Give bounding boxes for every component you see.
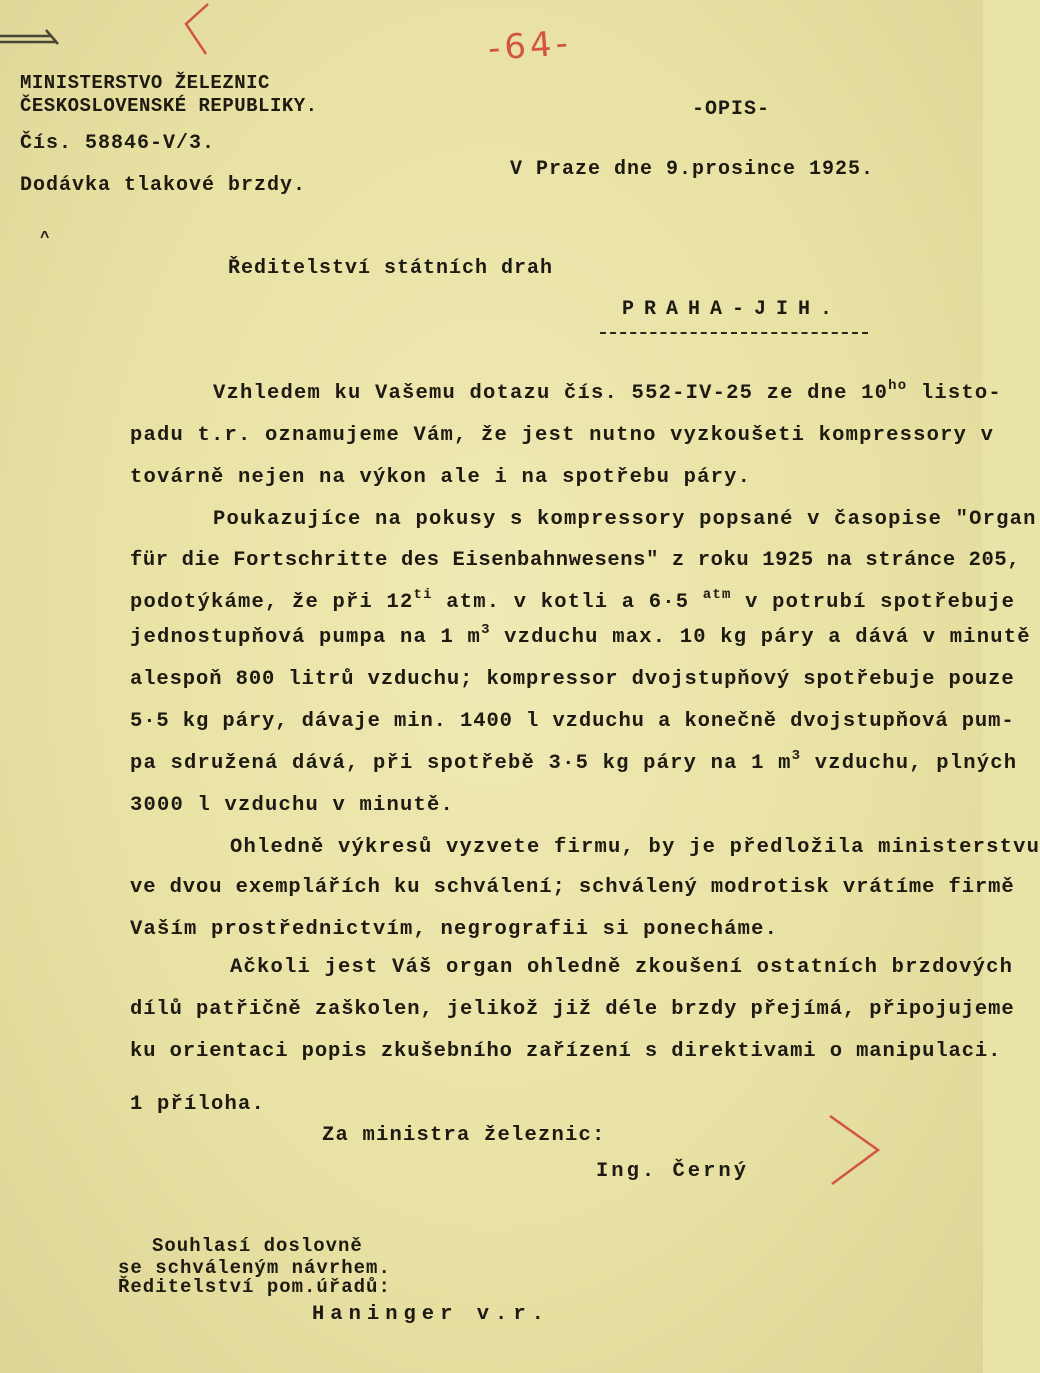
attachment-note: 1 příloha. <box>130 1093 266 1116</box>
body-p2-line5: alespoň 800 litrů vzduchu; kompressor dvojstupňový spotřebuje pouze <box>130 668 1015 691</box>
copy-mark: -OPIS- <box>692 98 771 121</box>
body-p4-line2: dílů patřičně zaškolen, jelikož již déle brzdy přejímá, připojujeme <box>130 998 1015 1021</box>
staple-mark <box>0 22 70 62</box>
certification-line1: Souhlasí doslovně <box>152 1235 363 1257</box>
signature-name: Ing. Černý <box>596 1160 750 1183</box>
signature-for-line: Za ministra železnic: <box>322 1124 606 1147</box>
body-p2-line2: für die Fortschritte des Eisenbahnwesens" z roku 1925 na stránce 205, <box>130 549 1021 572</box>
red-arrow-mark <box>826 1112 886 1192</box>
body-p4-line3: ku orientaci popis zkušebního zařízení s direktivami o manipulaci. <box>130 1040 1002 1063</box>
body-p4-line1: Ačkoli jest Váš organ ohledně zkoušení ostatních brzdových <box>230 956 1014 979</box>
ministry-name-line1: MINISTERSTVO ŽELEZNIC <box>20 72 270 94</box>
body-p1-line1: Vzhledem ku Vašemu dotazu čís. 552-IV-25 ze dne $10^{ho}$ listo- <box>213 378 1002 405</box>
certification-line3: Ředitelství pom.úřadů: <box>118 1276 391 1298</box>
ministry-name-line2: ČESKOSLOVENSKÉ REPUBLIKY. <box>20 95 318 117</box>
certification-line2: se schváleným návrhem. <box>118 1257 391 1279</box>
body-p2-line8: 3000 l vzduchu v minutě. <box>130 794 455 817</box>
body-p3-line1: Ohledně výkresů vyzvete firmu, by je předložila ministerstvu <box>230 836 1040 859</box>
certification-signer: Haninger v.r. <box>312 1303 550 1326</box>
addressee-city: PRAHA-JIH. <box>622 298 843 321</box>
subject-line: Dodávka tlakové brzdy. <box>20 174 307 197</box>
red-check-mark <box>178 0 218 60</box>
addressee-line1: Ředitelství státních drah <box>228 257 554 280</box>
body-p2-line4: jednostupňová pumpa na 1 $m^3$ vzduchu max. 10 kg páry a dává v minutě <box>130 622 1031 649</box>
body-p1-line2: padu t.r. oznamujeme Vám, že jest nutno vyzkoušeti kompressory v <box>130 424 995 447</box>
body-p3-line3: Vaším prostřednictvím, negrografii si ponecháme. <box>130 918 779 941</box>
body-p2-line7: pa sdružená dává, při spotřebě 3·5 kg páry na 1 $m^3$ vzduchu, plných <box>130 748 1018 775</box>
body-p1-line3: továrně nejen na výkon ale i na spotřebu páry. <box>130 466 752 489</box>
body-p2-line1: Poukazujíce na pokusy s kompressory popsané v časopise "Organ <box>213 508 1037 531</box>
body-p3-line2: ve dvou exemplářích ku schválení; schválený modrotisk vrátíme firmě <box>130 876 1015 899</box>
page-number-handwritten: -64- <box>486 23 574 69</box>
body-p2-line3: podotýkáme, že při $12^{ti}$ atm. v kotli a 6·5 $^{atm}$ v potrubí spotřebuje <box>130 587 1016 614</box>
reference-number: Čís. 58846-V/3. <box>20 132 216 155</box>
body-p2-line6: 5·5 kg páry, dávaje min. 1400 l vzduchu a konečně dvojstupňová pum- <box>130 710 1015 733</box>
place-and-date: V Praze dne 9.prosince 1925. <box>510 158 875 181</box>
addressee-underline <box>600 332 868 334</box>
small-tick-mark: ^ <box>40 229 51 247</box>
